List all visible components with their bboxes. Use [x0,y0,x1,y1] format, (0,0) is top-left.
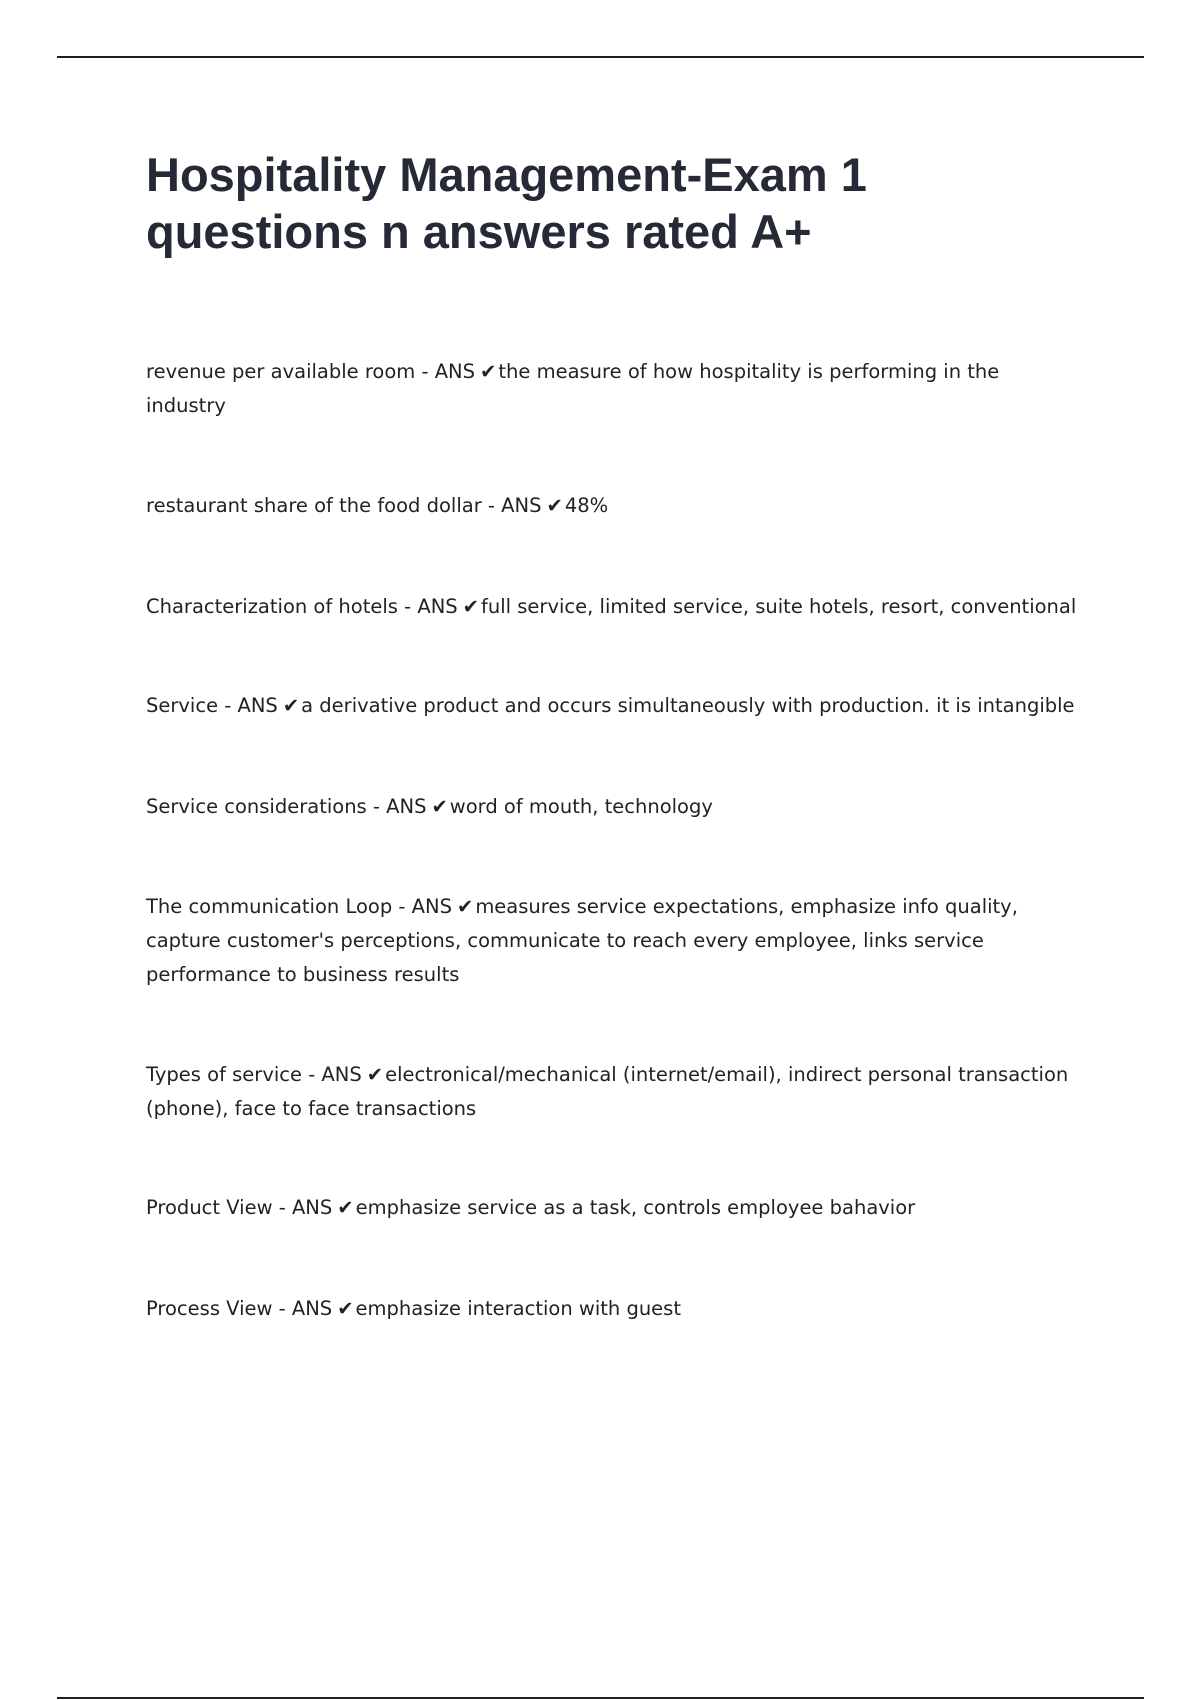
qa-answer: emphasize interaction with guest [355,1297,681,1320]
qa-answer: a derivative product and occurs simultaneously with production. it is intangible [301,694,1075,717]
qa-term: Product View - ANS [146,1196,333,1219]
qa-item [146,1191,1081,1225]
qa-term: Service considerations - ANS [146,795,427,818]
checkmark-icon: ✔ [456,895,474,918]
qa-term: Service - ANS [146,694,278,717]
qa-answer: 48% [564,494,609,517]
checkmark-icon: ✔ [282,694,300,717]
checkmark-icon: ✔ [366,1063,384,1086]
qa-term: restaurant share of the food dollar - ANS [146,494,542,517]
qa-answer: full service, limited service, suite hotels, resort, conventional [481,595,1077,618]
qa-item [146,355,1081,423]
checkmark-icon: ✔ [337,1196,354,1219]
qa-item [146,689,1081,723]
top-divider [57,56,1144,58]
qa-item [146,1292,1081,1326]
qa-answer: measures service expectations, emphasize info quality, capture customer's perceptions, communicate to reach every employee, links service performance to business results [146,895,1018,986]
checkmark-icon: ✔ [480,360,497,383]
qa-item [146,489,1081,523]
bottom-divider [57,1697,1144,1699]
checkmark-icon: ✔ [546,494,563,517]
qa-item [146,1058,1081,1126]
qa-term: Characterization of hotels - ANS [146,595,458,618]
qa-answer: the measure of how hospitality is performing in the industry [146,360,1000,417]
checkmark-icon: ✔ [462,595,480,618]
qa-answer: word of mouth, technology [449,795,713,818]
qa-term: revenue per available room - ANS [146,360,476,383]
qa-answer: emphasize service as a task, controls employee bahavior [355,1196,916,1219]
checkmark-icon: ✔ [431,795,448,818]
qa-term: The communication Loop - ANS [146,895,452,918]
qa-item [146,590,1081,624]
document-title: Hospitality Management-Exam 1 questions n answers rated A+ [146,148,867,258]
qa-item [146,890,1081,992]
qa-answer: electronical/mechanical (internet/email), indirect personal transaction (phone), face to face transactions [146,1063,1069,1120]
checkmark-icon: ✔ [337,1297,354,1320]
qa-item [146,790,1081,824]
qa-term: Process View - ANS [146,1297,333,1320]
qa-term: Types of service - ANS [146,1063,362,1086]
